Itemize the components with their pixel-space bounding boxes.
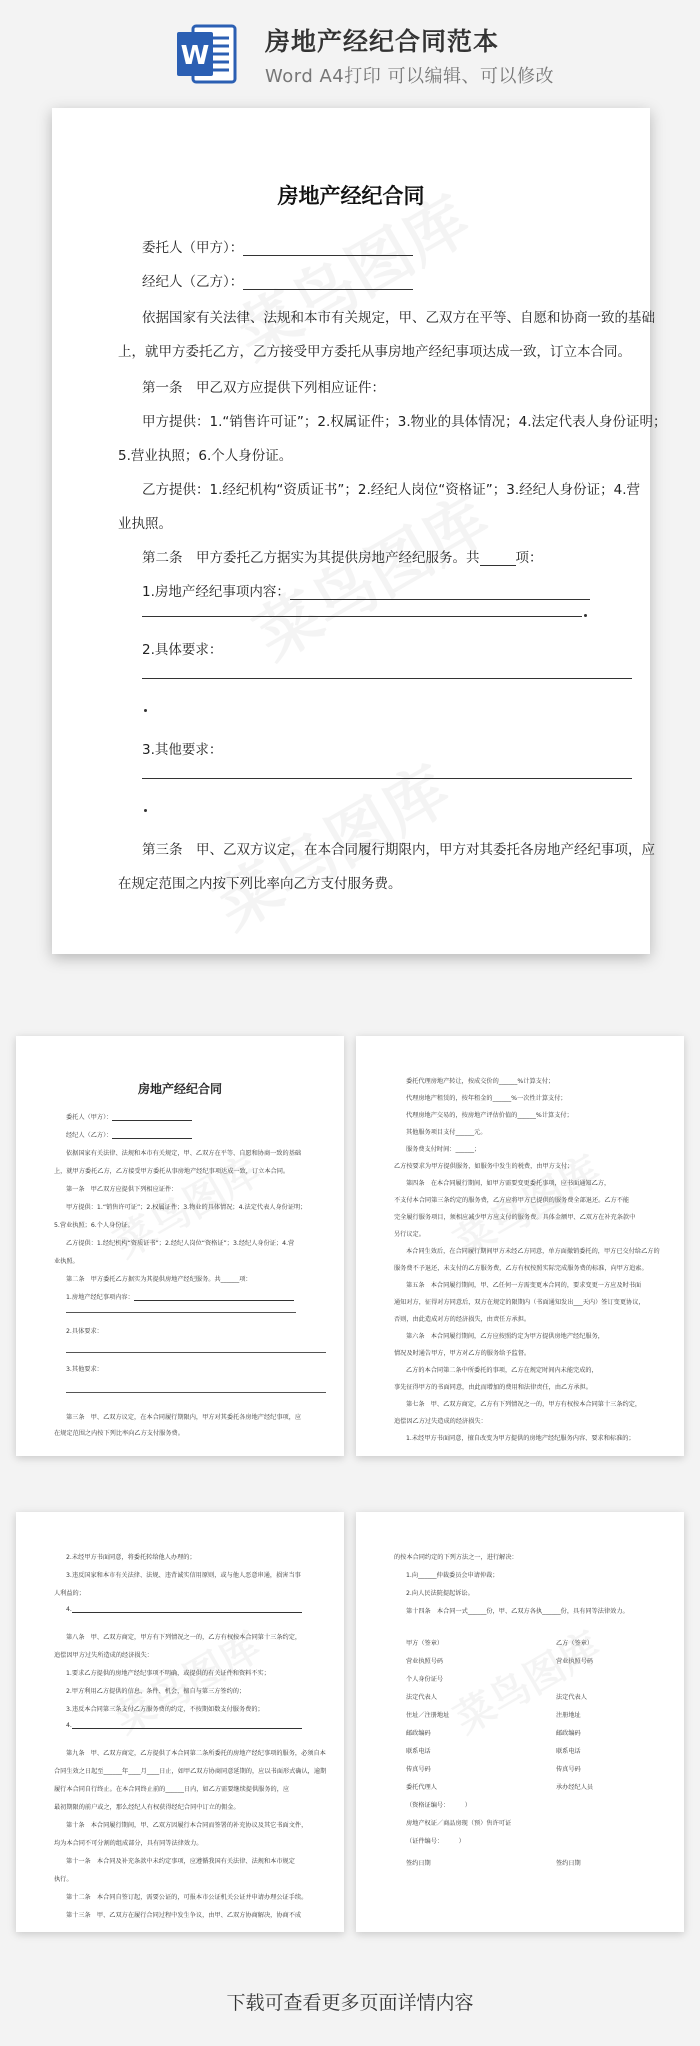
thumb-line: 3.其他要求： <box>66 1366 103 1373</box>
thumb-line: 乙方的本合同第二条中所委托的事项，乙方在规定时间内未能完成的， <box>406 1367 598 1374</box>
footer-download-hint[interactable]: 下载可查看更多页面详情内容 <box>226 1992 474 2014</box>
watermark <box>442 1616 609 1745</box>
paragraph-line: 在规定范围之内按下列比率向乙方支付服务费。 <box>118 876 402 892</box>
sign-right-field: 乙方（签章） <box>556 1640 594 1647</box>
thumb-line: 4. <box>66 1722 302 1729</box>
word-icon-letter: W <box>180 41 210 71</box>
article-2-heading: 第二条 甲方委托乙方据实为其提供房地产经纪服务。共 <box>142 550 480 566</box>
agent-blank[interactable] <box>243 276 413 290</box>
thumb-line: 在规定范围之内按下列比率向乙方支付服务费。 <box>54 1430 184 1437</box>
main-document-page <box>52 108 667 954</box>
thumb-line: 2.向人民法院提起诉讼。 <box>406 1590 474 1597</box>
thumb-line: 的按本合同约定的下列方法之一，进行解决： <box>394 1554 518 1561</box>
thumb-line: 第十一条 本合同及补充条款中未约定事项，应遵循我国有关法律、法规和本市规定 <box>66 1858 295 1865</box>
sign-right-field: 承办经纪人员 <box>556 1784 594 1791</box>
paragraph-line: 业执照。 <box>118 516 172 532</box>
sign-left-field: 营业执照号码 <box>406 1658 444 1665</box>
bullet-dot <box>584 614 587 617</box>
sign-left-field: 签约日期 <box>406 1860 431 1867</box>
thumb-line: 乙方按要求为甲方提供服务，如服务中发生的税费，由甲方支付； <box>394 1163 574 1170</box>
client-blank[interactable] <box>243 242 413 256</box>
thumb-line: 合同生效之日起至______年____月____日止，如甲乙双方协商同意延期的，应以书面形式确认，逾期 <box>54 1768 327 1775</box>
thumb-line: 第九条 甲、乙双方商定，乙方提供了本合同第二条所委托的房地产经纪事项的服务，必须自本 <box>66 1750 326 1757</box>
sign-right-field: 签约日期 <box>556 1860 581 1867</box>
thumb-line: 执行。 <box>54 1876 73 1883</box>
thumb-line: 服务费不予退还，未支付的乙方服务费，乙方有权按照实际完成服务费的标准，向甲方追索。 <box>394 1265 648 1272</box>
sign-left-field: 委托代理人 <box>406 1784 437 1791</box>
thumb-line: 业执照。 <box>54 1258 79 1265</box>
sign-left-field: 甲方（签章） <box>406 1640 444 1647</box>
client-label: 委托人（甲方）： <box>142 240 244 256</box>
thumb-line: 追偿因乙方过失造成的经济损失： <box>394 1418 487 1425</box>
sign-left-field: 传真号码 <box>406 1766 431 1773</box>
thumb-line: 2.未经甲方书面同意，将委托转给他人办理的； <box>66 1554 196 1561</box>
sign-left-field: 邮政编码 <box>406 1730 431 1737</box>
thumb-line: 服务费支付时间：______； <box>406 1146 481 1153</box>
article-1-heading: 第一条 甲乙双方应提供下列相应证件： <box>142 380 385 396</box>
item-3-label: 3.其他要求： <box>142 742 223 758</box>
thumb-line: 第六条 本合同履行期间，乙方应按照约定为甲方提供房地产经纪服务， <box>406 1333 604 1340</box>
paragraph-line: 依据国家有关法律、法规和本市有关规定，甲、乙双方在平等、自愿和协商一致的基础 <box>142 310 655 326</box>
paragraph-line: 上，就甲方委托乙方，乙方接受甲方委托从事房地产经纪事项达成一致，订立本合同。 <box>118 344 631 360</box>
thumb-line: 第十二条 本合同自签订起，需要公证的，可报本市公证机关公证并申请办理公证手续。 <box>66 1894 308 1901</box>
item-count-blank[interactable] <box>480 552 516 566</box>
thumb-line: 第五条 本合同履行期间，甲、乙任何一方需变更本合同的，要求变更一方应及时书面 <box>406 1282 642 1289</box>
header <box>0 0 700 100</box>
agent-label: 经纪人（乙方）： <box>142 274 244 290</box>
thumb-line: 不支付本合同第三条约定的服务费，乙方应将甲方已提供的服务费全部退还。乙方不能 <box>394 1197 630 1204</box>
item-1-blank[interactable] <box>290 586 590 600</box>
sign-left-field: （证件编号： ） <box>406 1838 465 1845</box>
thumb-line: 第十四条 本合同一式______份，甲、乙双方各执______份，具有同等法律效力。 <box>406 1608 629 1615</box>
thumb-line: 追偿因甲方过失所造成的经济损失： <box>54 1652 153 1659</box>
thumbnail-page-1[interactable] <box>16 1036 344 1456</box>
sign-right-field: 联系电话 <box>556 1748 581 1755</box>
thumb-line: 本合同生效后，在合同履行期间甲方未经乙方同意，单方面撤销委托的，甲方已交付给乙方的 <box>406 1248 660 1255</box>
thumb-line: 4. <box>66 1606 302 1613</box>
thumb-line: 第二条 甲方委托乙方据实为其提供房地产经纪服务。共______项： <box>66 1276 252 1283</box>
thumb-line: 乙方提供：1.经纪机构“资质证书”；2.经纪人岗位“资格证”；3.经纪人身份证；4.营 <box>66 1240 295 1247</box>
thumb-line: 上，就甲方委托乙方，乙方接受甲方委托从事房地产经纪事项达成一致，订立本合同。 <box>54 1168 290 1175</box>
sign-right-field: 邮政编码 <box>556 1730 581 1737</box>
thumb-line: 另行议定。 <box>394 1231 425 1238</box>
article-3-heading: 第三条 甲、乙双方议定，在本合同履行期限内，甲方对其委托各房地产经纪事项，应 <box>142 842 655 858</box>
thumb-line: 第七条 甲、乙双方商定，乙方有下列情况之一的，甲方有权按本合同第十三条约定， <box>406 1401 642 1408</box>
thumb-line: 依据国家有关法律、法规和本市有关规定，甲、乙双方在平等、自愿和协商一致的基础 <box>66 1150 302 1157</box>
sign-left-field: 个人身份证号 <box>406 1676 444 1683</box>
thumb-line: 第十三条 甲、乙双方在履行合同过程中发生争议，由甲、乙双方协商解决，协商不成 <box>66 1912 302 1919</box>
thumb-line: 履行本合同自行终止。在本合同终止前的______日内，如乙方需要继续提供服务的，应 <box>54 1786 290 1793</box>
thumb-line: 其他服务项目支付______元。 <box>406 1129 487 1136</box>
thumb-line: 1.未经甲方书面同意，擅自改变为甲方提供的房地产经纪服务内容、要求和标准的； <box>406 1435 635 1442</box>
thumb-line: 完全履行服务项目，须相应减少甲方应支付的服务费。具体金额甲、乙双方在补充条款中 <box>394 1214 636 1221</box>
thumb-line: 事先征得甲方的书面同意，由此而增加的费用和法律责任，由乙方承担。 <box>394 1384 592 1391</box>
thumb-line: 3.违反本合同第三条支付乙方服务费的约定，不按期如数支付服务费的； <box>66 1706 264 1713</box>
item-1-line <box>142 580 590 600</box>
sign-left-field: 房地产权证／商品房现（预）售许可证 <box>406 1820 512 1827</box>
blank-rule <box>142 678 632 679</box>
sign-right-field: 注册地址 <box>556 1712 581 1719</box>
thumb-line: 第一条 甲乙双方应提供下列相应证件： <box>66 1186 178 1193</box>
thumb-line: 1.房地产经纪事项内容： <box>66 1292 294 1301</box>
document-title: 房地产经纪合同 <box>277 184 425 208</box>
agent-line <box>142 270 413 290</box>
thumb-line: 第十条 本合同履行期间，甲、乙双方因履行本合同而签署的补充协议及其它书面文件， <box>66 1822 308 1829</box>
paragraph-line: 5.营业执照；6.个人身份证。 <box>118 448 293 464</box>
sign-right-field: 法定代表人 <box>556 1694 587 1701</box>
thumb-line: 否则，由此造成对方的经济损失，由责任方承担。 <box>394 1316 531 1323</box>
thumb-line: 均为本合同不可分割的组成部分，具有同等法律效力。 <box>54 1840 203 1847</box>
thumbnail-page-2[interactable] <box>356 1036 684 1456</box>
thumb-line: 通知对方，征得对方同意后，双方在规定的限期内（书面通知发出___天内）签订变更协议， <box>394 1299 645 1306</box>
thumb-line: 第四条 在本合同履行期间，如甲方需要变更委托事项，应书面通知乙方， <box>406 1180 611 1187</box>
blank-rule <box>142 616 582 617</box>
thumbnail-page-3[interactable] <box>16 1512 344 1932</box>
sign-right-field: 营业执照号码 <box>556 1658 594 1665</box>
thumb-line: 2.具体要求： <box>66 1328 103 1335</box>
article-2-suffix: 项： <box>515 550 543 566</box>
sign-left-field: 法定代表人 <box>406 1694 437 1701</box>
item-2-label: 2.具体要求： <box>142 642 223 658</box>
thumb-line: 2.甲方利用乙方提供的信息、条件、机会，擅自与第三方签约的； <box>66 1688 246 1695</box>
client-line <box>142 236 413 256</box>
thumb-rule <box>66 1352 326 1353</box>
thumb-line: 委托代理房地产转让，按成交价的______%计算支付； <box>406 1078 555 1085</box>
header-title: 房地产经纪合同范本 <box>265 27 500 56</box>
thumb-line: 最初期限的前户或之，那么经纪人有权获得经纪合同中订立的佣金。 <box>54 1804 240 1811</box>
sign-left-field: 住址／注册地址 <box>406 1712 450 1719</box>
thumb-line: 第三条 甲、乙双方议定，在本合同履行期限内，甲方对其委托各房地产经纪事项，应 <box>66 1414 302 1421</box>
thumb-line: 代理房地产交易的，按房地产评估价值的______%计算支付； <box>406 1112 573 1119</box>
thumb-rule <box>66 1392 326 1393</box>
item-1-label: 1.房地产经纪事项内容： <box>142 584 290 600</box>
bullet-dot <box>144 809 147 812</box>
blank-rule <box>142 778 632 779</box>
bullet-dot <box>144 709 147 712</box>
thumb-title: 房地产经纪合同 <box>137 1082 222 1096</box>
thumb-line: 1.向______仲裁委员会申请仲裁； <box>406 1572 499 1579</box>
thumb-line: 经纪人（乙方）： <box>66 1130 192 1139</box>
sign-left-field: 联系电话 <box>406 1748 431 1755</box>
word-doc-icon <box>175 22 239 86</box>
thumb-line: 甲方提供：1.“销售许可证”；2.权属证件；3.物业的具体情况；4.法定代表人身份证明； <box>66 1204 307 1211</box>
thumb-rule <box>66 1312 296 1313</box>
thumb-line: 委托人（甲方）： <box>66 1112 192 1121</box>
header-subtitle: Word A4打印 可以编辑、可以修改 <box>265 66 554 87</box>
thumb-line: 情况及时通告甲方，甲方对乙方的服务给予监督。 <box>394 1350 531 1357</box>
watermark <box>236 470 504 678</box>
thumb-line: 1.要求乙方提供的房地产经纪事项不明确，或提供的有关证件和资料不实； <box>66 1670 270 1677</box>
sign-left-field: （资格证编号： ） <box>406 1802 471 1809</box>
paragraph-line: 乙方提供：1.经纪机构“资质证书”；2.经纪人岗位“资格证”；3.经纪人身份证；4.营 <box>142 482 640 498</box>
thumb-line: 代理房地产租赁的，按年租金的______%一次性计算支付； <box>406 1095 567 1102</box>
paragraph-line: 甲方提供：1.“销售许可证”；2.权属证件；3.物业的具体情况；4.法定代表人身份证明； <box>142 414 667 430</box>
thumb-line: 人利益的； <box>54 1590 85 1597</box>
thumb-line: 第八条 甲、乙双方商定，甲方有下列情况之一的，乙方有权按本合同第十三条约定， <box>66 1634 302 1641</box>
thumb-line: 3.违反国家和本市有关法律、法规、违背诚实信用原则，或与他人恶意串通，损害当事 <box>66 1572 301 1579</box>
sign-right-field: 传真号码 <box>556 1766 581 1773</box>
thumbnail-page-4[interactable] <box>356 1512 684 1932</box>
thumb-line: 5.营业执照；6.个人身份证。 <box>54 1222 134 1229</box>
article-2-line <box>142 546 543 566</box>
